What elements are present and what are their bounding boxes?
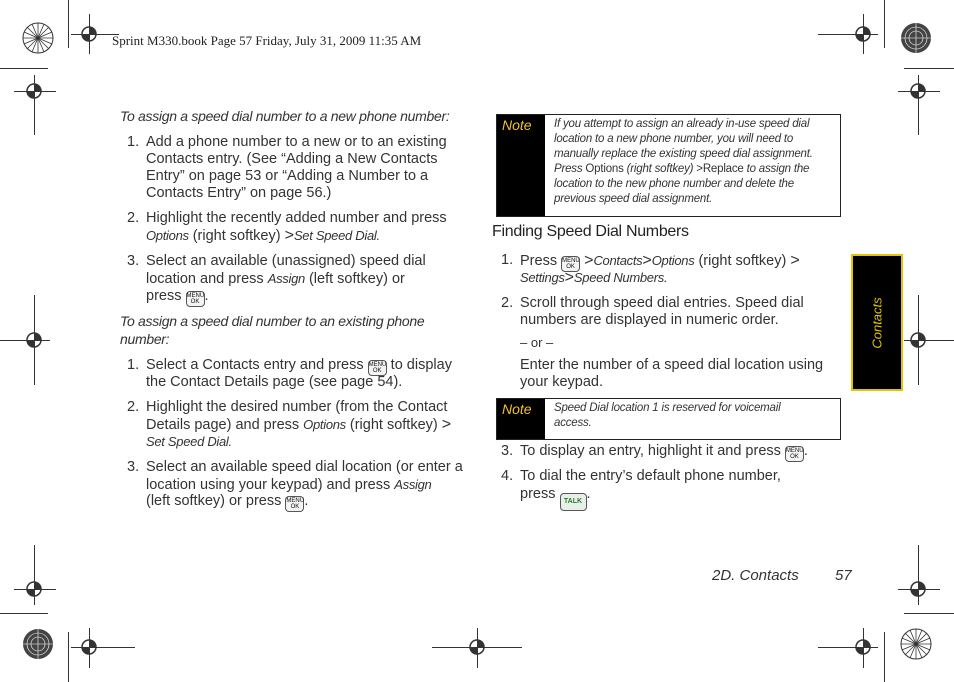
note-text: If you attempt to assign an already in-use speed dial location to a new phone number, you will need to manually replace the existing speed dial assignment. Press Options (right softkey) >Replace to assign the location to the new phone number and delete the previous speed dial assignment. bbox=[554, 118, 813, 205]
menu-ok-key-icon: MENU OK bbox=[785, 448, 804, 460]
list-item: 3. To display an entry, highlight it and press MENU OK . bbox=[501, 443, 808, 460]
note-text: Speed Dial location 1 is reserved for voicemail access. bbox=[554, 402, 781, 429]
set-speed-dial-label: Set Speed Dial. bbox=[293, 228, 380, 243]
menu-ok-key-icon: MENU OK bbox=[186, 293, 205, 305]
list-item: 1. Add a phone number to a new or to an existing Contacts entry. (See “Adding a New Contacts Entry” on page 53 or “Adding a Number to a Contacts Entry” on page 56.) bbox=[127, 134, 447, 201]
menu-ok-key-icon: MENU OK bbox=[562, 258, 580, 270]
step-number: 1. bbox=[127, 134, 140, 150]
menu-ok-key-icon: MENU OK bbox=[368, 362, 387, 374]
note-label: Note bbox=[497, 399, 545, 439]
note-box-replace bbox=[496, 114, 841, 217]
list-item: 1. Select a Contacts entry and press MENU OK to display the Contact Details page (see page 54). bbox=[127, 357, 452, 390]
heading-new-number: To assign a speed dial number to a new phone number: bbox=[120, 108, 450, 124]
section-tab bbox=[851, 254, 903, 391]
list-item: 4. To dial the entry’s default phone number, press TALK . bbox=[501, 468, 841, 508]
footer-section: 2D. Contacts bbox=[712, 567, 799, 584]
assign-softkey-label: Assign bbox=[394, 477, 432, 492]
list-item: 2. Scroll through speed dial entries. Speed dial numbers are displayed in numeric order. – or – Enter the number of a speed dial location using your keypad. bbox=[501, 295, 824, 390]
list-item: 3. Select an available speed dial location (or enter a location using your keypad) and press Assign (left softkey) or press MENU OK . bbox=[127, 459, 463, 510]
set-speed-dial-label: Set Speed Dial. bbox=[146, 434, 232, 449]
list-item: 2. Highlight the desired number (from the Contact Details page) and press Options (right softkey) > Set Speed Dial. bbox=[127, 399, 452, 449]
section-title: Finding Speed Dial Numbers bbox=[492, 223, 689, 240]
assign-softkey-label: Assign bbox=[267, 271, 305, 286]
menu-ok-key-icon: MENU OK bbox=[286, 498, 305, 510]
heading-existing-number: To assign a speed dial number to an existing phone number: bbox=[120, 313, 425, 347]
options-softkey-label: Options bbox=[303, 417, 346, 432]
section-tab-label: Contacts bbox=[869, 296, 885, 349]
list-item: 2. Highlight the recently added number and press Options (right softkey) >Set Speed Dial. bbox=[127, 210, 447, 244]
note-label: Note bbox=[497, 115, 545, 216]
print-header: Sprint M330.book Page 57 Friday, July 31, 2009 11:35 AM bbox=[112, 33, 422, 48]
options-softkey-label: Options bbox=[146, 228, 189, 243]
list-item: 1. Press MENU OK >Contacts>Options (right softkey) > Settings>Speed Numbers. bbox=[501, 252, 800, 286]
list-item: 3. Select an available (unassigned) speed dial location and press Assign (left softkey) or press MENU OK . bbox=[127, 253, 426, 305]
note-box-voicemail bbox=[496, 398, 841, 440]
page-number: 57 bbox=[835, 567, 852, 584]
talk-key-icon: TALK bbox=[560, 493, 587, 511]
